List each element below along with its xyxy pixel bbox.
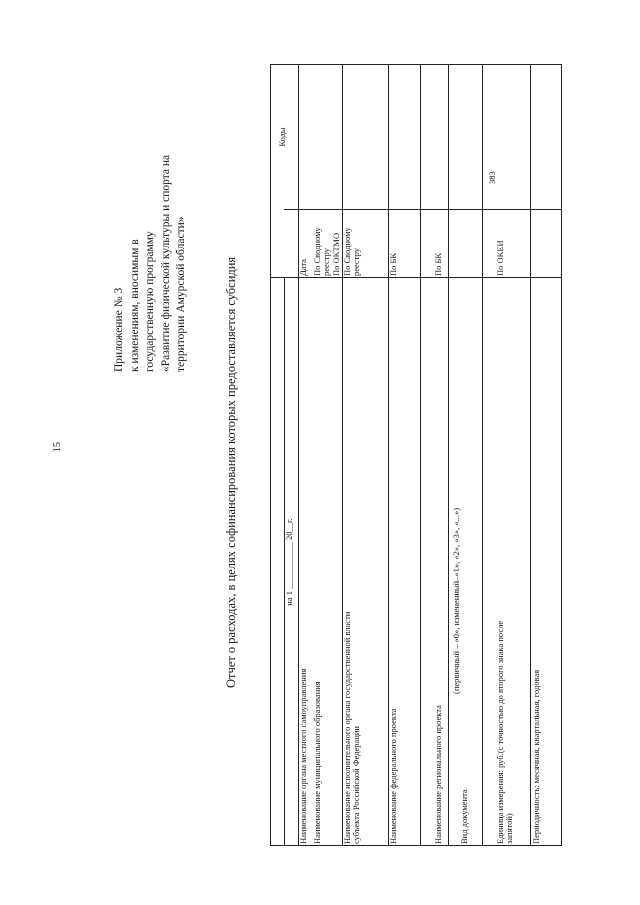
appendix-line: Приложение № 3 — [113, 287, 125, 372]
code-value: 383 — [487, 171, 497, 184]
row-label: Наименование федерального проекта — [388, 708, 398, 844]
appendix-line: «Развитие физической культуры и спорта на — [159, 154, 172, 372]
row-label: Наименование органа местного самоуправления — [298, 668, 308, 844]
code-label: По БК — [433, 252, 443, 276]
appendix-line: территории Амурской области» — [175, 216, 187, 372]
row-label: Наименование исполнительного органа государственной власти субъекта Российской Федерации — [342, 611, 362, 844]
code-label: По БК — [388, 252, 398, 276]
code-label: По ОКЕИ — [495, 240, 505, 276]
appendix-block — [112, 155, 190, 372]
report-title: Отчет о расходах, в целях софинансирования которых предоставляется субсидия — [224, 256, 238, 688]
code-label: По Сводному реестру — [342, 227, 362, 276]
appendix-line: к изменениям, вносимым в — [128, 239, 141, 372]
row-label: Наименование регионального проекта — [433, 705, 443, 844]
appendix-line: государственную программу — [144, 231, 156, 372]
document-type-hint: (первичный – «0», измененный–«1», «2», «3», «...») — [451, 507, 461, 694]
code-label: По Сводному реестру По ОКТМО — [312, 227, 341, 276]
report-table — [270, 64, 562, 846]
row-label: Вид документа — [459, 789, 469, 844]
code-label: Дата — [298, 259, 308, 276]
codes-header: Коды — [277, 127, 287, 147]
date-line: на 1 ___________ 20__г. — [284, 518, 294, 606]
row-label: Наименование муниципального образования — [312, 681, 322, 844]
row-label: Периодичность: месячная, квартальная, годовая — [531, 669, 541, 844]
row-label: Единица измерения: руб.(с точностью до второго знака после запятой) — [495, 620, 515, 844]
page-number: 15 — [52, 442, 63, 452]
